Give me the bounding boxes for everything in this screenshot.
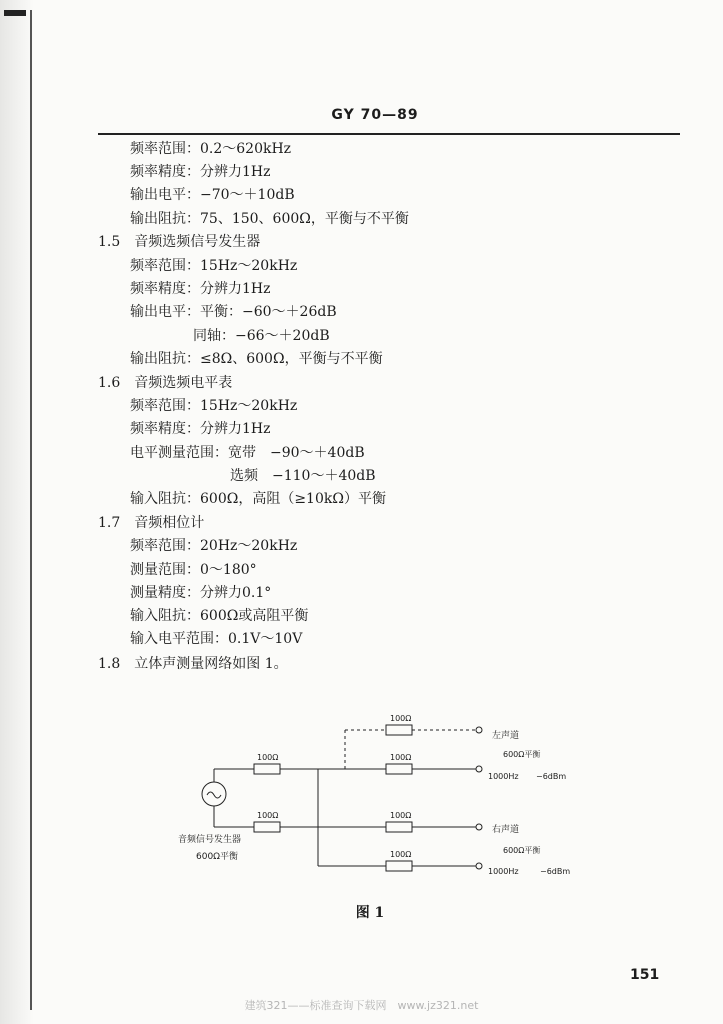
right-channel-frequency: 1000Hz (488, 867, 519, 876)
text-line: 输出阻抗：≤8Ω、600Ω，平衡与不平衡 (130, 351, 383, 367)
left-channel-frequency: 1000Hz (488, 772, 519, 781)
page-number: 151 (630, 967, 660, 983)
resistor (386, 822, 412, 832)
text-line: 电平测量范围：宽带 −90～＋40dB (130, 445, 365, 461)
standard-code: GY 70—89 (331, 107, 419, 123)
text-line: 频率精度：分辨力1Hz (130, 164, 271, 180)
text-line: 同轴：−66～＋20dB (193, 328, 330, 344)
resistor-label: 100Ω (257, 811, 279, 820)
text-line: 输出电平：平衡：−60～＋26dB (130, 304, 337, 320)
generator-label: 音频信号发生器 (178, 835, 242, 845)
left-channel-spec: 600Ω平衡 (503, 750, 541, 759)
right-channel-level: −6dBm (540, 867, 571, 876)
resistor-label: 100Ω (390, 811, 412, 820)
resistor (254, 764, 280, 774)
left-channel-level: −6dBm (536, 772, 567, 781)
output-terminal (476, 824, 482, 830)
text-line: 频率范围：15Hz～20kHz (130, 398, 298, 414)
header-rule (98, 133, 680, 135)
text-line: 测量精度：分辨力0.1° (130, 585, 272, 601)
signal-generator-symbol (202, 782, 226, 806)
text-line: 频率范围：20Hz～20kHz (130, 538, 298, 554)
scan-edge (0, 0, 34, 1024)
resistor-label: 100Ω (390, 753, 412, 762)
section-heading: 1.8 立体声测量网络如图 1。 (98, 656, 288, 672)
text-line: 输出阻抗：75、150、600Ω，平衡与不平衡 (130, 211, 409, 227)
resistor (386, 861, 412, 871)
section-heading: 1.6 音频选频电平表 (98, 375, 233, 391)
resistor-label: 100Ω (257, 753, 279, 762)
resistor (254, 822, 280, 832)
watermark: 建筑321——标准查询下载网 www.jz321.net (244, 999, 479, 1012)
output-terminal (476, 727, 482, 733)
right-channel-label: 右声道 (492, 825, 520, 835)
text-line: 输入电平范围：0.1V～10V (130, 631, 303, 647)
resistor-label: 100Ω (390, 714, 412, 723)
text-line: 频率范围：15Hz～20kHz (130, 258, 298, 274)
figure-caption: 图 1 (355, 905, 385, 921)
generator-spec: 600Ω平衡 (196, 852, 239, 862)
text-line: 输入阻抗：600Ω，高阻（≥10kΩ）平衡 (130, 491, 386, 507)
section-heading: 1.7 音频相位计 (98, 515, 205, 531)
right-channel-spec: 600Ω平衡 (503, 846, 541, 855)
text-line: 输出电平：−70～＋10dB (130, 187, 295, 203)
resistor (386, 725, 412, 735)
binding-rule (30, 10, 32, 1010)
text-line: 选频 −110～＋40dB (230, 468, 376, 484)
resistor-label: 100Ω (390, 850, 412, 859)
resistor (386, 764, 412, 774)
sine-wave-icon (207, 792, 221, 798)
output-terminal (476, 766, 482, 772)
text-line: 频率精度：分辨力1Hz (130, 421, 271, 437)
text-line: 频率范围：0.2～620kHz (130, 141, 292, 157)
text-line: 频率精度：分辨力1Hz (130, 281, 271, 297)
section-heading: 1.5 音频选频信号发生器 (98, 234, 261, 250)
left-channel-label: 左声道 (492, 731, 520, 741)
text-line: 输入阻抗：600Ω或高阻平衡 (130, 608, 309, 624)
text-line: 测量范围：0～180° (130, 562, 257, 578)
output-terminal (476, 863, 482, 869)
